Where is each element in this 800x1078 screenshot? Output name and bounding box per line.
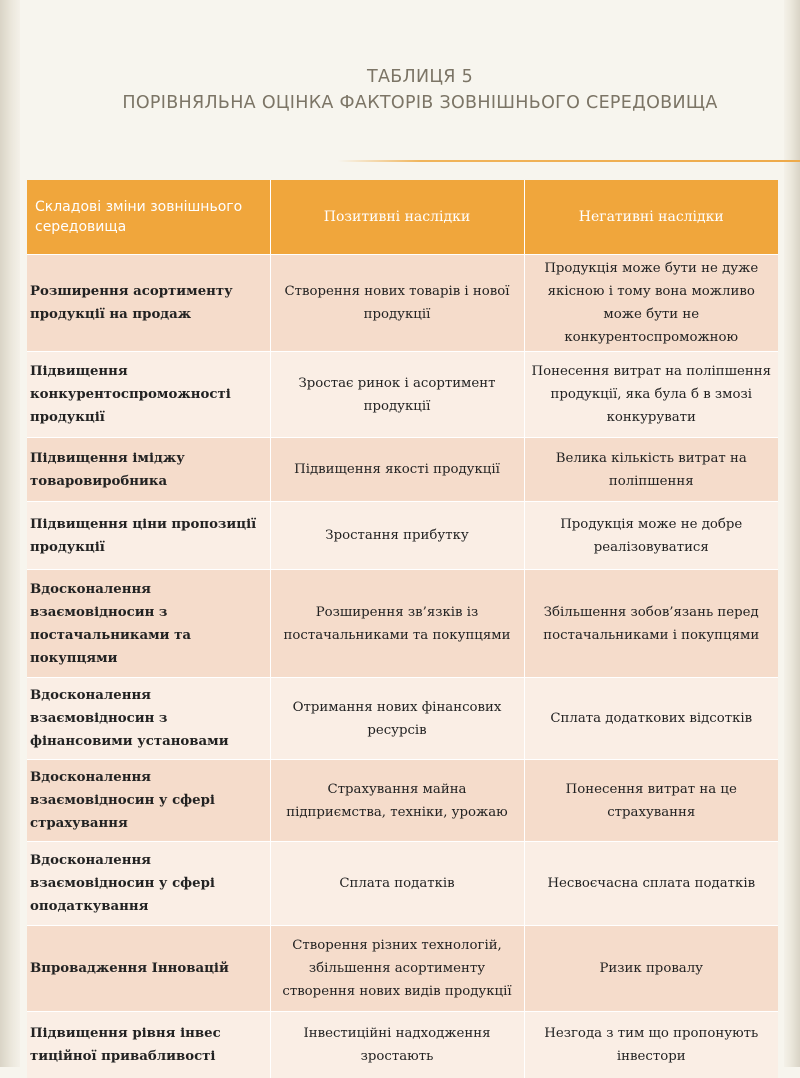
table-body [27,255,778,1078]
table-row [27,502,778,570]
cell-positive: Створення нових товарів і нової продукції [270,255,524,352]
cell-component: Розширення асортименту продукції на продаж [27,255,270,352]
header-row [27,180,778,255]
cell-component: Вдосконалення взаємовідносин з фінансовими установами [27,678,270,760]
cell-positive: Розширення зв’язків із постачальниками та покупцями [270,570,524,678]
cell-negative: Продукція може не добре реалізовуватися [524,502,778,570]
table-row [27,760,778,842]
title-line-2: ПОРІВНЯЛЬНА ОЦІНКА ФАКТОРІВ ЗОВНІШНЬОГО СЕРЕДОВИЩА [122,93,718,113]
cell-component: Підвищення іміджу товаровиробника [27,438,270,502]
cell-negative: Ризик провалу [524,926,778,1012]
table-row [27,678,778,760]
cell-positive: Підвищення якості продукції [270,438,524,502]
cell-negative: Незгода з тим що пропонують інвестори [524,1012,778,1078]
title-divider [338,160,800,162]
cell-component: Підвищення рівня інвес тиційної привабливості [27,1012,270,1078]
cell-component: Вдосконалення взаємовідносин у сфері оподаткування [27,842,270,926]
table-header [27,180,778,255]
header-components: Складові зміни зовнішнього середовища [27,180,270,255]
cell-positive: Створення різних технологій, збільшення асортименту створення нових видів продукції [270,926,524,1012]
cell-negative: Несвоєчасна сплата податків [524,842,778,926]
cell-component: Підвищення ціни пропозиції продукції [27,502,270,570]
cell-component: Підвищення конкурентоспроможності продукції [27,352,270,438]
cell-negative: Понесення витрат на це страхування [524,760,778,842]
cell-negative: Сплата додаткових відсотків [524,678,778,760]
cell-negative: Збільшення зобов’язань перед постачальниками і покупцями [524,570,778,678]
cell-negative: Велика кількість витрат на поліпшення [524,438,778,502]
cell-component: Вдосконалення взаємовідносин у сфері страхування [27,760,270,842]
table-row [27,926,778,1012]
cell-positive: Зростає ринок і асортимент продукції [270,352,524,438]
table-row [27,570,778,678]
table-row [27,438,778,502]
cell-positive: Страхування майна підприємства, техніки, урожаю [270,760,524,842]
slide-title [60,64,780,116]
table-row [27,1012,778,1078]
header-negative: Негативні наслідки [524,180,778,255]
cell-component: Впровадження Інновацій [27,926,270,1012]
table-row [27,842,778,926]
comparison-table [27,180,778,1078]
cell-positive: Сплата податків [270,842,524,926]
cell-positive: Зростання прибутку [270,502,524,570]
cell-positive: Отримання нових фінансових ресурсів [270,678,524,760]
table-row [27,255,778,352]
cell-positive: Інвестиційні надходження зростають [270,1012,524,1078]
header-positive: Позитивні наслідки [270,180,524,255]
cell-negative: Понесення витрат на поліпшення продукції, яка була б в змозі конкурувати [524,352,778,438]
cell-component: Вдосконалення взаємовідносин з постачальниками та покупцями [27,570,270,678]
left-decorative-band [0,0,20,1067]
cell-negative: Продукція може бути не дуже якісною і тому вона можливо може бути не конкурентоспроможною [524,255,778,352]
title-line-1: ТАБЛИЦЯ 5 [366,67,474,87]
table-row [27,352,778,438]
